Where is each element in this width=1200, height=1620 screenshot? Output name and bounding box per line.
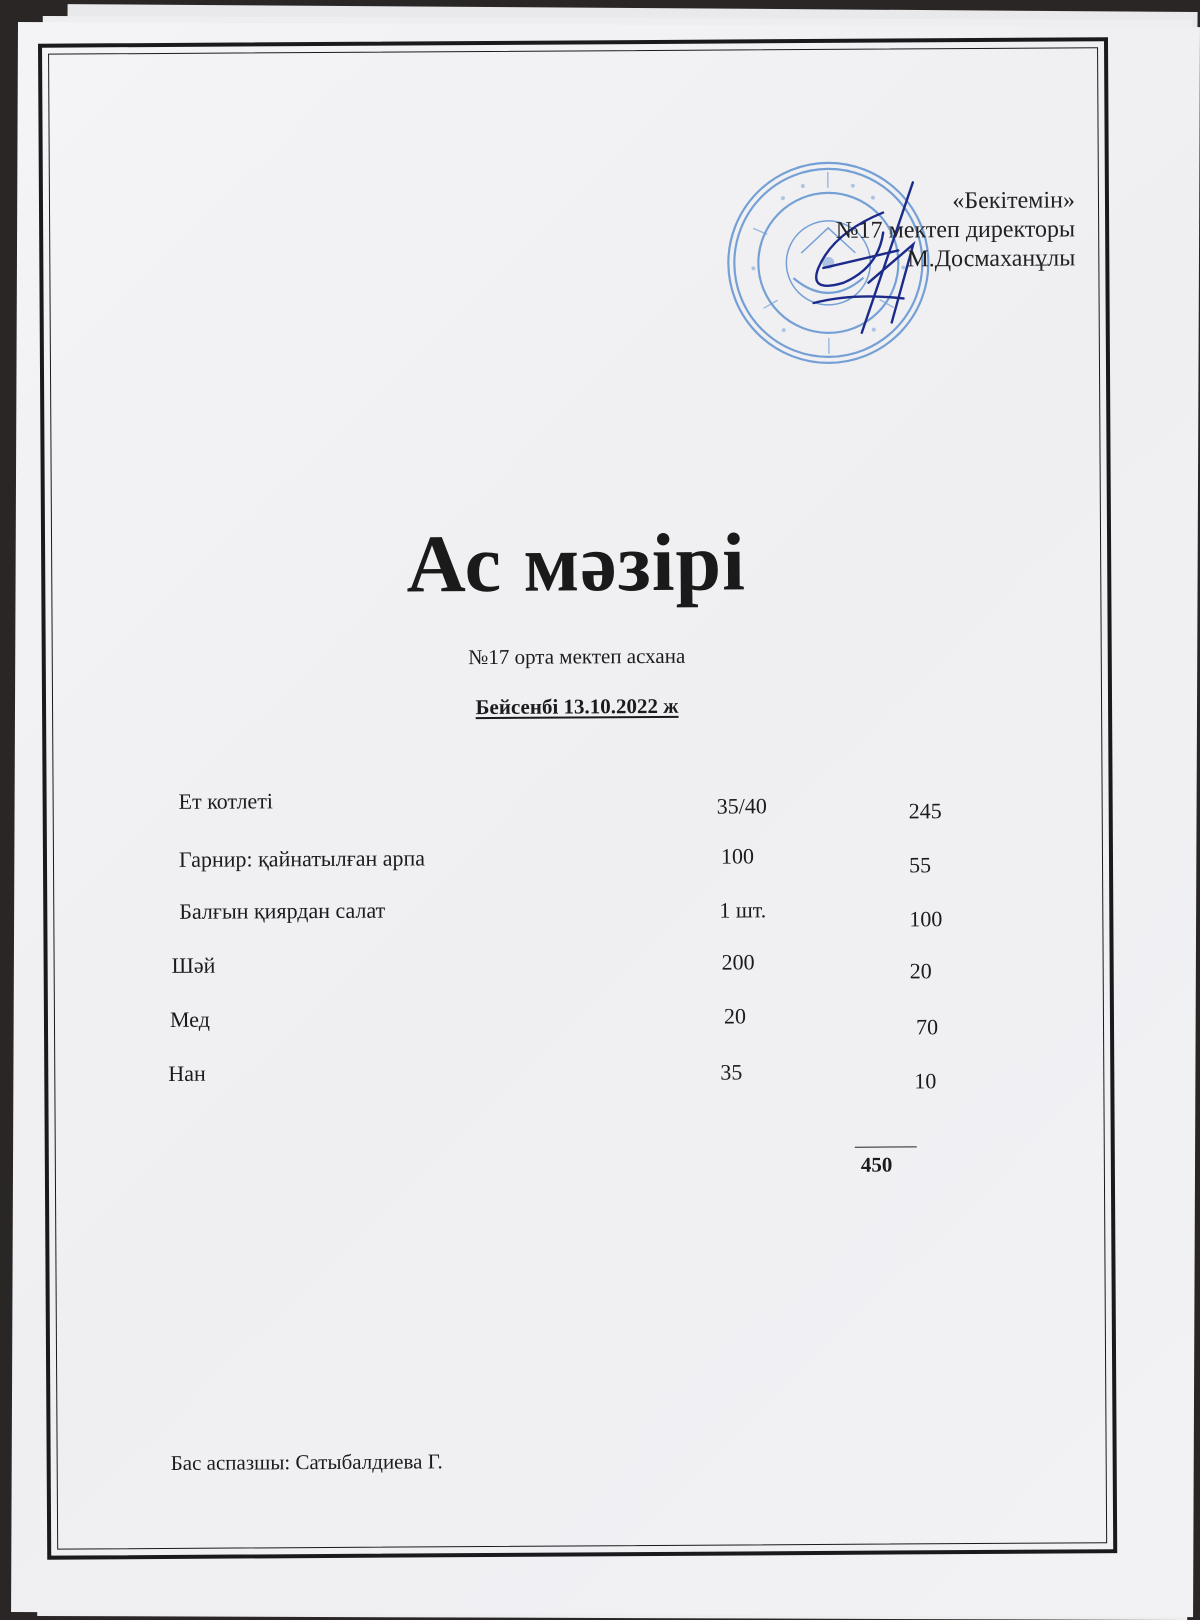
menu-row bbox=[47, 841, 1109, 877]
menu-date bbox=[46, 691, 1108, 722]
menu-item-calories: 245 bbox=[909, 798, 942, 824]
menu-item-name: Нан bbox=[168, 1061, 206, 1087]
menu-item-weight: 35/40 bbox=[717, 793, 767, 819]
menu-row bbox=[48, 1055, 1110, 1091]
menu-item-weight: 20 bbox=[724, 1003, 746, 1029]
menu-row bbox=[48, 1001, 1110, 1037]
approval-block bbox=[835, 186, 1075, 274]
menu-content bbox=[42, 41, 1113, 1555]
menu-row bbox=[48, 947, 1110, 983]
menu-item-calories: 70 bbox=[916, 1014, 938, 1040]
menu-item-weight: 100 bbox=[721, 843, 754, 869]
menu-item-name: Мед bbox=[170, 1007, 210, 1033]
total-calories: 450 bbox=[861, 1153, 893, 1178]
menu-item-name: Гарнир: қайнатылған арпа bbox=[179, 845, 425, 873]
total-divider bbox=[855, 1146, 917, 1147]
menu-item-weight: 1 шт. bbox=[719, 897, 766, 923]
approval-line: М.Досмаханұлы bbox=[836, 244, 1076, 274]
menu-item-calories: 55 bbox=[909, 852, 931, 878]
menu-date-text: Бейсенбі 13.10.2022 ж bbox=[476, 694, 679, 719]
chef-signature-line: Бас аспазшы: Сатыбалдиева Г. bbox=[171, 1449, 443, 1476]
menu-item-name: Балғын қиярдан салат bbox=[179, 898, 385, 925]
menu-sheet bbox=[11, 22, 1200, 1617]
menu-item-calories: 20 bbox=[910, 958, 932, 984]
approval-line: №17 мектеп директоры bbox=[836, 215, 1076, 245]
page-title: Ас мәзірі bbox=[45, 513, 1108, 613]
menu-item-calories: 10 bbox=[914, 1068, 936, 1094]
menu-item-name: Ет котлеті bbox=[179, 788, 274, 815]
approval-line: «Бекітемін» bbox=[835, 186, 1075, 216]
menu-item-weight: 200 bbox=[722, 949, 755, 975]
menu-row bbox=[47, 783, 1109, 819]
menu-item-calories: 100 bbox=[909, 906, 942, 932]
menu-item-weight: 35 bbox=[720, 1059, 742, 1085]
page-border bbox=[38, 37, 1117, 1560]
page-subtitle: №17 орта мектеп асхана bbox=[46, 641, 1108, 672]
menu-row bbox=[47, 893, 1109, 929]
menu-item-name: Шәй bbox=[172, 953, 216, 979]
